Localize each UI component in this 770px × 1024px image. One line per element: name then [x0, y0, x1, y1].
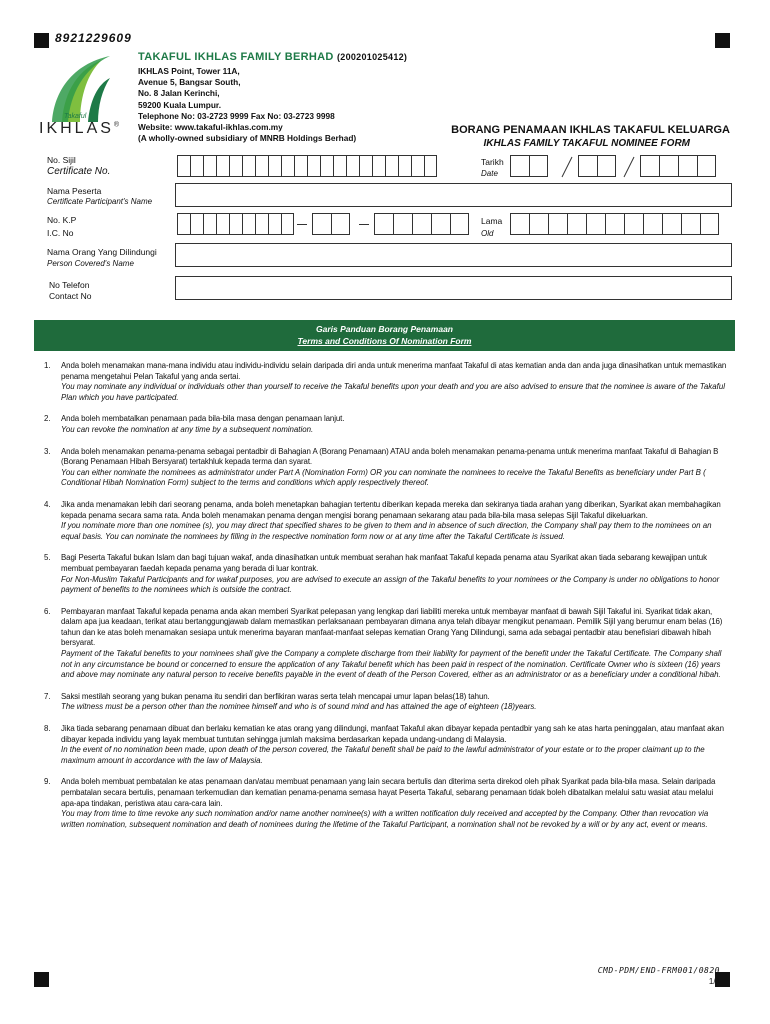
ic-separator: [297, 224, 307, 225]
terms-banner-subtitle: Terms and Conditions Of Nomination Form: [297, 336, 472, 346]
item-number: 9.: [44, 777, 51, 787]
form-title-en: IKHLAS FAMILY TAKAFUL NOMINEE FORM: [483, 138, 690, 149]
list-item: [44, 414, 730, 435]
list-item: [44, 692, 730, 713]
date-year-field[interactable]: [640, 155, 716, 177]
list-item: [44, 361, 730, 403]
item-number: 1.: [44, 361, 51, 370]
participant-label-en: Certificate Participant's Name: [47, 197, 153, 206]
item-number: 6.: [44, 606, 51, 616]
item-text-en: You can revoke the nomination at any time by a subsequent nomination.: [61, 424, 314, 434]
item-text-en: For Non-Muslim Takaful Participants and for wakaf purposes, you are advised to execute an assign of the Takaful benefits to your nominees or the Company is under no obligations to honor payment of benefits to the nominees which is outside the contract.: [61, 574, 720, 595]
item-text-ms: Anda boleh membatalkan penamaan pada bila-bila masa dengan penamaan lanjut.: [61, 414, 345, 424]
address-line: (A wholly-owned subsidiary of MNRB Holdings Berhad): [138, 133, 357, 144]
address-line: Avenue 5, Bangsar South,: [138, 77, 241, 88]
phone-label-en: Contact No: [49, 291, 92, 301]
list-item: [44, 447, 730, 489]
old-ic-field[interactable]: [510, 213, 719, 235]
item-text-en: You may nominate any individual or individuals other than yourself to receive the Takaful benefits upon your death and you are also advised to ensure that the nominee is aware of the Takaful Plan which you have participated.: [61, 382, 725, 402]
item-text-ms: Jika tiada sebarang penamaan dibuat dan berlaku kematian ke atas orang yang dilindungi, manfaat Takaful akan dibayar kepada pentadbir yang sah ke atas harta peninggalan, atau manfaat akan dibayar kepada individu yang layak membuat tuntutan sehingga jumlah maksima berdasarkan kepada undang-undang di Malaysia.: [61, 724, 724, 744]
company-address: [138, 66, 356, 144]
ic-label-en: I.C. No: [47, 228, 74, 238]
list-item: [44, 607, 730, 681]
logo-wordmark: [39, 120, 122, 138]
list-item: [44, 724, 730, 766]
phone-field[interactable]: [175, 276, 732, 300]
item-text-en: Payment of the Takaful benefits to your nominees shall give the Company a complete discharge from their liability for payment of the benefit under the Takaful Certificate. The Company shall not in any circumstance be bound or concerned to ensure the application of any Takaful benefit which has been paid in respect of the nomination. Certificate Owner who is sixteen (16) years and above may nominate any natural person to receive benefits payable in the event of death of the Person Covered, either as an administrator or as a beneficiary under a conditional hibah.: [61, 649, 722, 680]
address-line: Telephone No: 03-2723 9999 Fax No: 03-2723 9998: [138, 110, 335, 121]
cert-no-label-en: Certificate No.: [47, 166, 111, 177]
item-text-ms: Anda boleh membuat pembatalan ke atas penamaan dan/atau membuat penamaan yang lain secara bertulis dan diterima serta direkod oleh pihak Syarikat pada bila-bila masa. Selain daripada pembatalan secara bertulis, penamaan terkemudian dan kematian penama-penama semasa hayat Peserta Takaful, sebarang penamaan tidak boleh dibatalkan melalui satu wasiat atau melalui apa-apa tindakan, peristiwa atau cara-cara lain.: [61, 777, 716, 808]
address-line: 59200 Kuala Lumpur.: [138, 99, 222, 110]
page-number: 1/4: [708, 977, 720, 986]
list-item: [44, 553, 730, 595]
terms-banner: [34, 320, 735, 351]
item-text-ms: Jika anda menamakan lebih dari seorang penama, anda boleh menetapkan bahagian tertentu diberikan kepada mereka dan sekiranya tiada arahan yang diberikan, Syarikat akan membahagikan kepada penama secara sama rata. Anda boleh menamakan penama dengan mengisi borang penamaan sekarang atau pada bila-bila masa selepas Sijil Takaful dikeluarkan.: [61, 499, 721, 520]
ic-part3-field[interactable]: [374, 213, 469, 235]
list-item: [44, 777, 730, 830]
item-number: 8.: [44, 724, 51, 734]
date-day-field[interactable]: [510, 155, 548, 177]
form-code: CMD-PDM/END-FRM001/0820: [597, 966, 720, 975]
covered-label: Nama Orang Yang Dilindungi: [47, 247, 157, 257]
ic-label: No. K.P: [47, 215, 77, 225]
item-number: 5.: [44, 553, 51, 563]
item-number: 4.: [44, 499, 51, 509]
item-text-ms: Pembayaran manfaat Takaful kepada penama anda akan memberi Syarikat pelepasan yang lengkap dari liabiliti mereka untuk membayar manfaat di bawah Sijil Takaful ini. Syarikat tidak akan, dalam apa jua keadaan, terikat atau bertanggungjawab dalam memastikan perlaksanaan pembayaran dimana anya telah dibayar mengikut penamaan. Pemilik Sijil yang berumur enam belas (16) tahun dan ke atas boleh menamakan sesiapa untuk menerima bayaran manfaat-manfaat selepas kematian Orang Yang Dilindungi, sama ada sebagai pentadbir atau benefisiari dibawah hibah bersyarat.: [61, 606, 723, 648]
item-text-en: If you nominate more than one nominee (s), you may direct that specified shares to be given to them and in absence of such direction, the Company shall pay them to the nominees on an equal basis. You can nominate the nominees by filling in the respective nomination form now or at any time after the Takaful Certificate is issued.: [61, 521, 712, 541]
registration-mark-top-left: [34, 33, 49, 48]
item-text-en: In the event of no nomination been made, upon death of the person covered, the Takaful benefit shall be paid to the lawful administrator of your estate or to the proper claimant up to the maximum amount in accordance with the law of Malaysia.: [61, 745, 705, 765]
company-name-line: [138, 51, 407, 63]
participant-name-field[interactable]: [175, 183, 732, 207]
item-text-en: You may from time to time revoke any such nomination and/or name another nominee(s) with a written notification duly received and accepted by the Company. Other than revocation via written nomination, subsequent nomination and death of nominees during the lifetime of the Takaful Participant, a nomination shall not be revoked by a will or by any act, event or means.: [61, 809, 709, 829]
company-reg-no: (200201025412): [336, 52, 408, 62]
item-text-en: The witness must be a person other than the nominee himself and who is of sound mind and has attained the age of eighteen (18)years.: [61, 702, 537, 712]
phone-label: No Telefon: [49, 280, 90, 290]
terms-banner-title: Garis Panduan Borang Penamaan: [316, 324, 453, 334]
cert-no-label: No. Sijil: [47, 155, 76, 165]
terms-list: [44, 361, 730, 841]
company-name: TAKAFUL IKHLAS FAMILY BERHAD: [138, 51, 334, 63]
old-ic-label-en: Old: [481, 229, 494, 238]
item-number: 2.: [44, 414, 51, 424]
old-ic-label: Lama: [481, 216, 503, 226]
date-month-field[interactable]: [578, 155, 616, 177]
document-number: 8921229609: [55, 31, 132, 45]
item-text-ms: Anda boleh menamakan penama-penama sebagai pentadbir di Bahagian A (Borang Penamaan) ATAU anda boleh menamakan penama-penama untuk menerima manfaat Takaful di Bahagian B (Borang Penamaan Hibah Bersyarat) tertakhluk kepada terma dan syarat.: [61, 446, 719, 467]
ic-separator: [359, 224, 369, 225]
date-label-en: Date: [481, 169, 498, 178]
ic-part2-field[interactable]: [312, 213, 350, 235]
form-title-ms: BORANG PENAMAAN IKHLAS TAKAFUL KELUARGA: [451, 124, 730, 136]
logo-word: IKHLAS: [39, 120, 114, 137]
cert-no-field[interactable]: [177, 155, 437, 177]
date-slash-icon: [560, 155, 574, 179]
list-item: [44, 500, 730, 542]
item-number: 7.: [44, 691, 51, 701]
covered-label-en: Person Covered's Name: [47, 259, 134, 268]
item-text-ms: Saksi mestilah seorang yang bukan penama itu sendiri dan berfikiran waras serta telah mencapai umur lapan belas(18) tahun.: [61, 691, 490, 701]
registration-mark-bottom-left: [34, 972, 49, 987]
covered-name-field[interactable]: [175, 243, 732, 267]
registration-mark-top-right: [715, 33, 730, 48]
address-line: IKHLAS Point, Tower 11A,: [138, 66, 240, 76]
address-line: Website: www.takaful-ikhlas.com.my: [138, 122, 283, 133]
address-line: No. 8 Jalan Kerinchi,: [138, 88, 220, 99]
item-text-en: You can either nominate the nominees as administrator under Part A (Nomination Form) OR you can nominate the nominees to receive the Takaful Benefits as beneficiary under Part B ( Conditional Hibah Nomination Form) subject to the terms and conditions which apply respectively thereof.: [61, 467, 706, 488]
item-number: 3.: [44, 446, 51, 456]
participant-label: Nama Peserta: [47, 186, 102, 196]
logo-takaful-text: Takaful: [64, 113, 87, 120]
registered-mark: ®: [113, 121, 123, 129]
item-text-ms: Anda boleh menamakan mana-mana individu atau individu-individu selain daripada diri anda untuk menerima manfaat Takaful di atas kematian anda dan anda juga dinasihatkan untuk memastikan penama mengetahui Pelan Takaful yang anda sertai.: [61, 361, 727, 381]
date-slash-icon: [622, 155, 636, 179]
item-text-ms: Bagi Peserta Takaful bukan Islam dan bagi tujuan wakaf, anda dinasihatkan untuk membuat serahan hak manfaat Takaful kepada penama atau Syarikat akan tiada sebarang kewajipan untuk membuat pembayaran faedah kepada penama yang berada di luar kontrak.: [61, 553, 707, 573]
ic-part1-field[interactable]: [177, 213, 294, 235]
date-label: Tarikh: [481, 157, 504, 167]
